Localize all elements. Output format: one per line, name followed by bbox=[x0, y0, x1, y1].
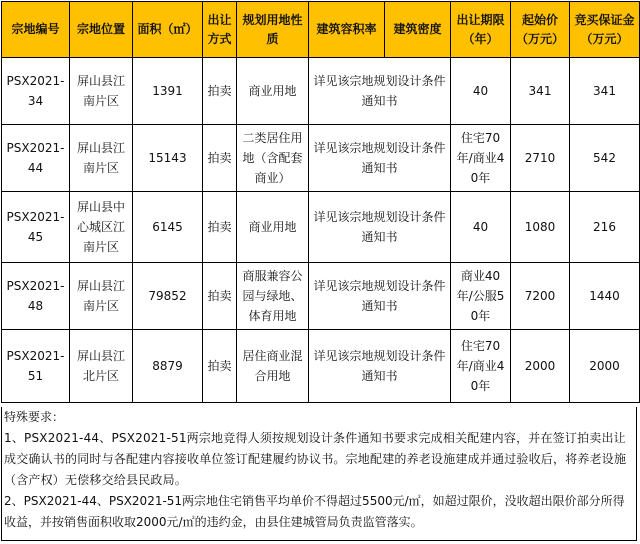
cell-start-price: 341 bbox=[511, 58, 570, 125]
cell-usage: 商服兼容公园与绿地、体育用地 bbox=[237, 263, 309, 330]
cell-method: 拍卖 bbox=[203, 192, 237, 263]
table-row bbox=[2, 192, 640, 263]
table-row bbox=[2, 58, 640, 125]
cell-start-price: 2710 bbox=[511, 125, 570, 192]
header-far: 建筑容积率 bbox=[309, 2, 385, 58]
special-requirements-notes bbox=[1, 407, 637, 541]
cell-term: 40 bbox=[451, 192, 511, 263]
cell-start-price: 2000 bbox=[511, 330, 570, 403]
table-row bbox=[2, 330, 640, 403]
land-parcel-table bbox=[1, 1, 640, 403]
cell-code: PSX2021-44 bbox=[2, 125, 70, 192]
cell-location: 屏山县江南片区 bbox=[70, 263, 133, 330]
cell-far-density: 详见该宗地规划设计条件通知书 bbox=[309, 125, 451, 192]
cell-location: 屏山县中心城区江南片区 bbox=[70, 192, 133, 263]
cell-far-density: 详见该宗地规划设计条件通知书 bbox=[309, 58, 451, 125]
cell-term: 40 bbox=[451, 58, 511, 125]
cell-deposit: 216 bbox=[570, 192, 640, 263]
cell-term: 商业40年/公服50年 bbox=[451, 263, 511, 330]
cell-start-price: 1080 bbox=[511, 192, 570, 263]
cell-far-density: 详见该宗地规划设计条件通知书 bbox=[309, 263, 451, 330]
cell-area: 1391 bbox=[133, 58, 203, 125]
cell-code: PSX2021-48 bbox=[2, 263, 70, 330]
cell-area: 8879 bbox=[133, 330, 203, 403]
notes-title: 特殊要求： bbox=[4, 410, 65, 424]
header-deposit: 竞买保证金（万元） bbox=[570, 2, 640, 58]
cell-code: PSX2021-45 bbox=[2, 192, 70, 263]
table-row bbox=[2, 125, 640, 192]
cell-code: PSX2021-34 bbox=[2, 58, 70, 125]
header-term: 出让期限（年） bbox=[451, 2, 511, 58]
cell-code: PSX2021-51 bbox=[2, 330, 70, 403]
cell-method: 拍卖 bbox=[203, 125, 237, 192]
cell-term: 住宅70年/商业40年 bbox=[451, 125, 511, 192]
table-row bbox=[2, 263, 640, 330]
header-density: 建筑密度 bbox=[385, 2, 451, 58]
cell-far-density: 详见该宗地规划设计条件通知书 bbox=[309, 192, 451, 263]
header-row bbox=[2, 2, 640, 58]
cell-area: 6145 bbox=[133, 192, 203, 263]
cell-deposit: 542 bbox=[570, 125, 640, 192]
cell-term: 住宅70年/商业40年 bbox=[451, 330, 511, 403]
note-item-2: 2、PSX2021-44、PSX2021-51两宗地住宅销售平均单价不得超过5500元/㎡，如超过限价，没收超出限价部分所得收益，并按销售面积收取2000元/㎡的违约金，由县住建城管局负责监管落实。 bbox=[4, 494, 625, 529]
cell-deposit: 1440 bbox=[570, 263, 640, 330]
header-usage: 规划用地性质 bbox=[237, 2, 309, 58]
header-start-price: 起始价（万元） bbox=[511, 2, 570, 58]
header-method: 出让方式 bbox=[203, 2, 237, 58]
note-item-1: 1、PSX2021-44、PSX2021-51两宗地竞得人须按规划设计条件通知书要求完成相关配建内容，并在签订拍卖出让成交确认书的同时与各配建内容接收单位签订配建履约协议书。宗地配建的养老设施建成并通过验收后，将养老设施（含产权）无偿移交给县民政局。 bbox=[4, 431, 627, 487]
cell-method: 拍卖 bbox=[203, 263, 237, 330]
cell-area: 15143 bbox=[133, 125, 203, 192]
cell-method: 拍卖 bbox=[203, 330, 237, 403]
cell-usage: 居住商业混合用地 bbox=[237, 330, 309, 403]
cell-deposit: 2000 bbox=[570, 330, 640, 403]
header-location: 宗地位置 bbox=[70, 2, 133, 58]
cell-location: 屏山县江南片区 bbox=[70, 58, 133, 125]
header-code: 宗地编号 bbox=[2, 2, 70, 58]
cell-usage: 商业用地 bbox=[237, 58, 309, 125]
cell-start-price: 7200 bbox=[511, 263, 570, 330]
cell-area: 79852 bbox=[133, 263, 203, 330]
cell-usage: 商业用地 bbox=[237, 192, 309, 263]
cell-deposit: 341 bbox=[570, 58, 640, 125]
header-area: 面积（㎡） bbox=[133, 2, 203, 58]
cell-method: 拍卖 bbox=[203, 58, 237, 125]
cell-location: 屏山县江北片区 bbox=[70, 330, 133, 403]
cell-location: 屏山县江南片区 bbox=[70, 125, 133, 192]
cell-far-density: 详见该宗地规划设计条件通知书 bbox=[309, 330, 451, 403]
cell-usage: 二类居住用地（含配套商业） bbox=[237, 125, 309, 192]
